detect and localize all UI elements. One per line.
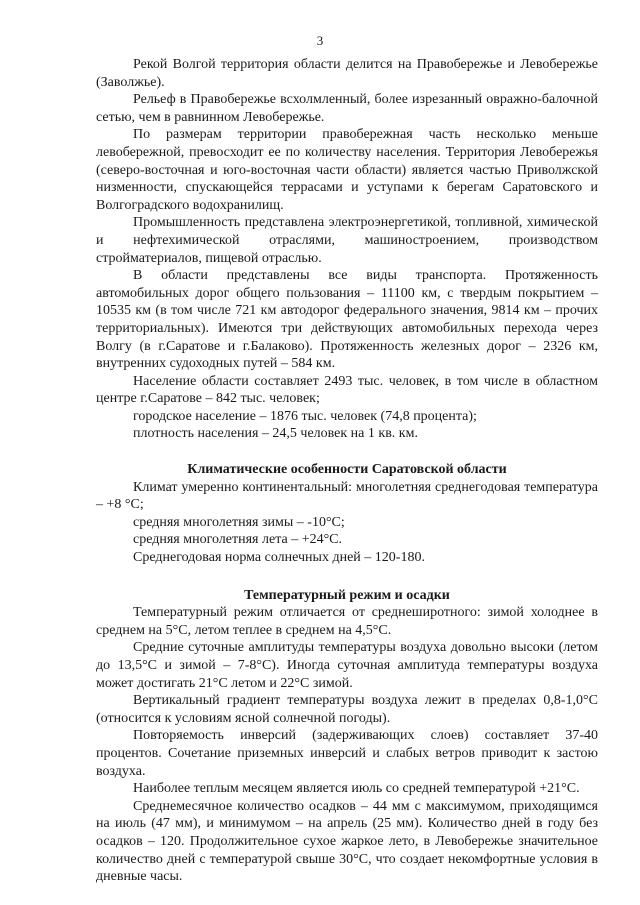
paragraph-precipitation: Среднемесячное количество осадков – 44 мм с максимумом, приходящимся на июль (47 мм), и минимумом – на апрель (25 мм). Количество дней в году без осадков – 120. Продолжительное сухое жаркое лето, в Левобережье значительное количество дней с температурой свыше 30°С, что создает некомфортные условия в дневные часы.	[96, 798, 598, 885]
line-urban-population: городское население – 1876 тыс. человек (74,8 процента);	[133, 408, 477, 424]
paragraph-temperature-regime: Температурный режим отличается от среднеширотного: зимой холоднее в среднем на 5°С, летом теплее в среднем на 4,5°С.	[96, 605, 598, 638]
line-winter-temperature: средняя многолетняя зимы – -10°С;	[133, 514, 345, 530]
paragraph-daily-amplitude: Средние суточные амплитуды температуры воздуха довольно высоки (летом до 13,5°С и зимой – 7-8°С). Иногда суточная амплитуда температуры воздуха может достигать 21°С летом и 22°С зимой.	[96, 640, 598, 691]
heading-climate: Климатические особенности Саратовской области	[187, 462, 507, 478]
document-body	[96, 56, 598, 886]
paragraph-volga: Рекой Волгой территория области делится на Правобережье и Левобережье (Заволжье).	[96, 57, 598, 90]
line-summer-temperature: средняя многолетняя лета – +24°С.	[133, 532, 343, 548]
paragraph-transport: В области представлены все виды транспорта. Протяженность автомобильных дорог общего пользования – 11100 км, с твердым покрытием – 10535 км (в том числе 721 км автодорог федерального значения, 9814 км – прочих территориальных). Имеются три действующих автомобильных перехода через Волгу (в г.Саратове и г.Балаково). Протяженность железных дорог – 2326 км, внутренних судоходных путей – 584 км.	[96, 268, 598, 372]
paragraph-climate-intro: Климат умеренно континентальный: многолетняя среднегодовая температура – +8 °С;	[96, 479, 598, 513]
paragraph-territory: По размерам территории правобережная часть несколько меньше левобережной, превосходит ее по количеству населения. Территория Левобережья (северо-восточная и юго-восточная части области) является частью Приволжской низменности, спускающейся террасами и уступами к берегам Саратовского и Волгоградского водохранилищ.	[96, 127, 598, 213]
paragraph-industry: Промышленность представлена электроэнергетикой, топливной, химической и нефтехимической отраслями, машиностроением, производством стройматериалов, пищевой отраслью.	[96, 215, 598, 266]
paragraph-warmest-month: Наиболее теплым месяцем является июль со средней температурой +21°С.	[133, 781, 580, 797]
line-population-density: плотность населения – 24,5 человек на 1 кв. км.	[133, 426, 418, 442]
paragraph-population: Население области составляет 2493 тыс. человек, в том числе в областном центре г.Саратове – 842 тыс. человек;	[96, 373, 598, 407]
paragraph-relief: Рельеф в Правобережье всхолмленный, более изрезанный овражно-балочной сетью, чем в равнинном Левобережье.	[96, 92, 598, 125]
heading-temperature: Температурный режим и осадки	[244, 587, 450, 603]
paragraph-inversions: Повторяемость инверсий (задерживающих слоев) составляет 37-40 процентов. Сочетание приземных инверсий и слабых ветров приводит к застою воздуха.	[96, 728, 598, 779]
paragraph-vertical-gradient: Вертикальный градиент температуры воздуха лежит в пределах 0,8-1,0°С (относится к условиям ясной солнечной погоды).	[96, 693, 598, 726]
page-number: 3	[316, 33, 324, 48]
line-sunny-days: Среднегодовая норма солнечных дней – 120-180.	[133, 550, 425, 566]
